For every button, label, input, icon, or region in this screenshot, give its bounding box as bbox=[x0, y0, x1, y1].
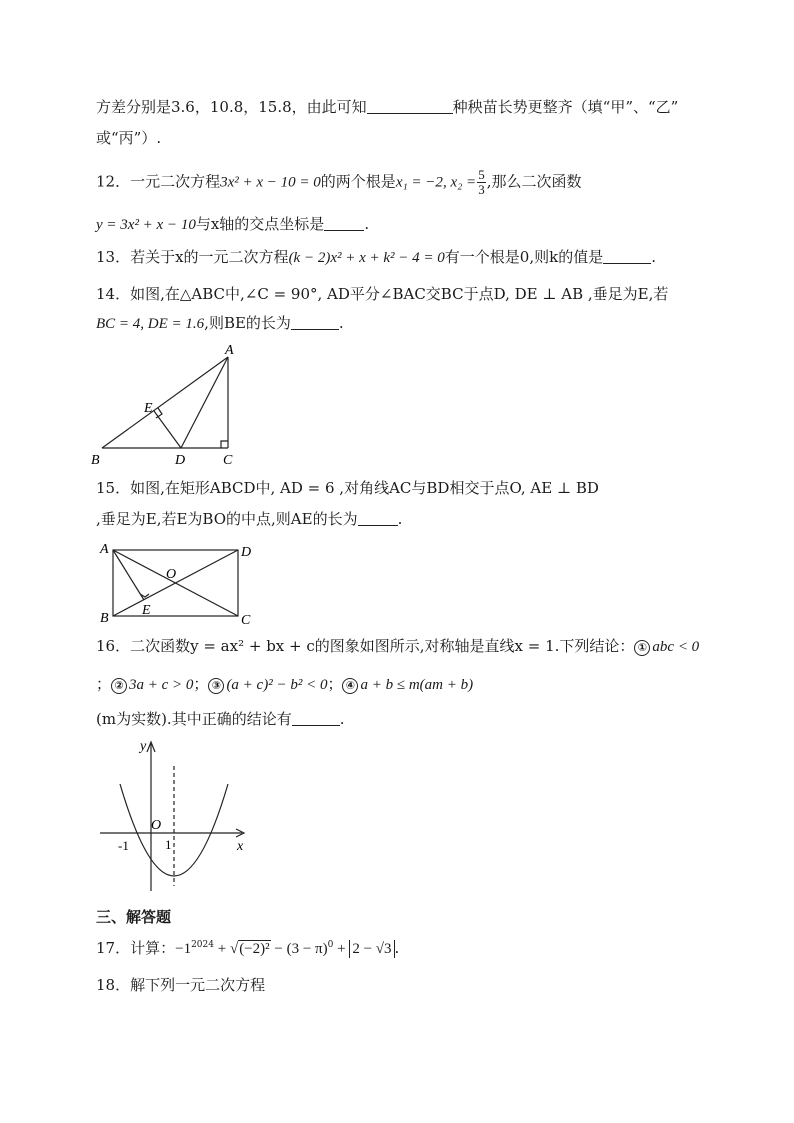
q17-expr-c: − (3 − π) bbox=[270, 941, 328, 957]
q12-root2-prefix: , x₂ = bbox=[442, 174, 477, 191]
q12-line2-end: . bbox=[364, 215, 370, 233]
q14-triangle-figure bbox=[88, 340, 248, 470]
q12-equation: 3x² + x − 10 = 0 bbox=[220, 174, 321, 191]
q15-line2 bbox=[96, 509, 402, 529]
label-A: A bbox=[225, 343, 234, 358]
answer-blank-q13[interactable] bbox=[603, 248, 651, 264]
q14-text2: ,则BE的长为 bbox=[204, 314, 291, 332]
q12-number: 12． bbox=[96, 172, 131, 191]
label-E3: E bbox=[142, 603, 151, 618]
q18-number: 18． bbox=[96, 976, 131, 994]
q17-line bbox=[96, 938, 399, 959]
q11-tail-line2: 或“丙”）. bbox=[96, 129, 162, 147]
circle-number-2: ② bbox=[111, 678, 127, 694]
sep: ； bbox=[193, 675, 209, 693]
q14-number: 14． bbox=[96, 285, 131, 303]
answer-blank-q12[interactable] bbox=[324, 215, 364, 231]
answer-blank-q16[interactable] bbox=[292, 710, 340, 726]
q15-rectangle-figure bbox=[94, 538, 264, 630]
q15-end: . bbox=[397, 510, 403, 528]
q17-expr-a: −1 bbox=[175, 941, 192, 957]
q14-line1 bbox=[96, 284, 668, 304]
label-D: D bbox=[175, 453, 186, 468]
q13-text1: 若关于x的一元二次方程 bbox=[130, 248, 289, 266]
q17-end: . bbox=[394, 939, 400, 957]
q16-text3: (m为实数).其中正确的结论有 bbox=[96, 710, 292, 728]
label-B: B bbox=[91, 453, 100, 468]
q16-conclusion-4: a + b ≤ m(am + b) bbox=[360, 677, 474, 693]
q18-text: 解下列一元二次方程 bbox=[130, 976, 266, 994]
side-AB bbox=[102, 357, 228, 448]
q14-given: BC = 4, DE = 1.6 bbox=[96, 316, 205, 332]
q11-text-post: 种秧苗长势更整齐（填“甲”、“乙” bbox=[452, 98, 679, 116]
frac-num: 5 bbox=[478, 167, 485, 182]
tick-label-neg1: -1 bbox=[118, 838, 129, 853]
frac-den: 3 bbox=[478, 182, 485, 197]
q16-conclusion-2: 3a + c > 0 bbox=[129, 677, 194, 693]
q16-conclusion-3: (a + c)² − b² < 0 bbox=[226, 677, 328, 693]
circle-number-4: ④ bbox=[342, 678, 358, 694]
label-origin: O bbox=[151, 818, 162, 833]
q13-line bbox=[96, 247, 656, 268]
q12-line2 bbox=[96, 214, 369, 235]
label-x: x bbox=[237, 839, 244, 854]
q14-end: . bbox=[338, 314, 344, 332]
q16-number: 16． bbox=[96, 637, 131, 655]
q12-text3: ,那么二次函数 bbox=[486, 172, 582, 191]
q14-text1: 如图,在△ABC中,∠C = 90°, AD平分∠BAC交BC于点D, DE ⊥ AB ,垂足为E,若 bbox=[130, 285, 669, 303]
q15-text2: ,垂足为E,若E为BO的中点,则AE的长为 bbox=[96, 510, 358, 528]
q12-line2-text: 与x轴的交点坐标是 bbox=[195, 215, 325, 233]
q13-number: 13． bbox=[96, 248, 131, 266]
q17-text: 计算： bbox=[130, 939, 176, 957]
label-E: E bbox=[144, 401, 153, 416]
q12-text2: 的两个根是 bbox=[320, 172, 396, 191]
sep: ； bbox=[96, 675, 112, 693]
q12-fraction bbox=[477, 168, 486, 197]
label-C2: C bbox=[241, 613, 251, 628]
q13-end: . bbox=[651, 248, 656, 266]
q17-expr-b: + bbox=[213, 941, 230, 957]
circle-number-1: ① bbox=[634, 640, 650, 656]
q17-sqrt-content: (−2)² bbox=[239, 941, 270, 957]
q17-abs-content: 2 − √3 bbox=[349, 940, 394, 958]
q12-line1 bbox=[96, 168, 581, 197]
circle-number-3: ③ bbox=[208, 678, 224, 694]
q14-line2 bbox=[96, 313, 344, 334]
q17-exp0: 0 bbox=[327, 940, 334, 950]
q11-text-pre: 方差分别是3.6，10.8，15.8，由此可知 bbox=[96, 98, 367, 116]
label-O: O bbox=[166, 567, 177, 582]
answer-blank-q15[interactable] bbox=[358, 510, 398, 526]
q16-line3 bbox=[96, 709, 344, 729]
segment-AE bbox=[113, 550, 144, 600]
q17-number: 17． bbox=[96, 939, 131, 957]
answer-blank-q14[interactable] bbox=[291, 314, 339, 330]
q11-tail-line1 bbox=[96, 97, 678, 117]
right-angle-mark-E bbox=[156, 408, 162, 418]
q12-root1: x₁ = −2 bbox=[395, 174, 443, 191]
q17-expr-d: + bbox=[333, 941, 350, 957]
q16-line1 bbox=[96, 636, 699, 657]
sep: ； bbox=[327, 675, 343, 693]
q15-number: 15． bbox=[96, 479, 131, 497]
label-A2: A bbox=[100, 542, 109, 557]
q15-line1 bbox=[96, 478, 599, 498]
q16-line2 bbox=[96, 674, 473, 695]
sqrt-sign: √ bbox=[229, 941, 239, 957]
q12-function: y = 3x² + x − 10 bbox=[96, 217, 196, 233]
q13-text2: 有一个根是0,则k的值是 bbox=[444, 248, 604, 266]
label-C: C bbox=[223, 453, 233, 468]
q12-text: 一元二次方程 bbox=[130, 172, 221, 191]
q16-end: . bbox=[339, 710, 345, 728]
right-angle-mark-C bbox=[221, 441, 228, 448]
q18-line bbox=[96, 975, 265, 995]
section-heading-3: 三、解答题 bbox=[96, 908, 172, 926]
tick-label-1: 1 bbox=[165, 837, 172, 852]
q16-conclusion-1: abc < 0 bbox=[652, 639, 700, 655]
q16-parabola-figure bbox=[92, 736, 262, 896]
label-D2: D bbox=[241, 545, 252, 560]
label-B2: B bbox=[100, 611, 109, 626]
q15-text1: 如图,在矩形ABCD中, AD = 6 ,对角线AC与BD相交于点O, AE ⊥ BD bbox=[130, 479, 599, 497]
q13-equation: (k − 2)x² + x + k² − 4 = 0 bbox=[288, 250, 445, 266]
q17-exp: 2024 bbox=[191, 940, 214, 950]
segment-AD bbox=[181, 357, 228, 448]
answer-blank-q11[interactable] bbox=[367, 98, 453, 114]
label-y: y bbox=[140, 739, 147, 754]
q16-text1: 二次函数y = ax² + bx + c的图象如图所示,对称轴是直线x = 1.下列结论： bbox=[130, 637, 635, 655]
